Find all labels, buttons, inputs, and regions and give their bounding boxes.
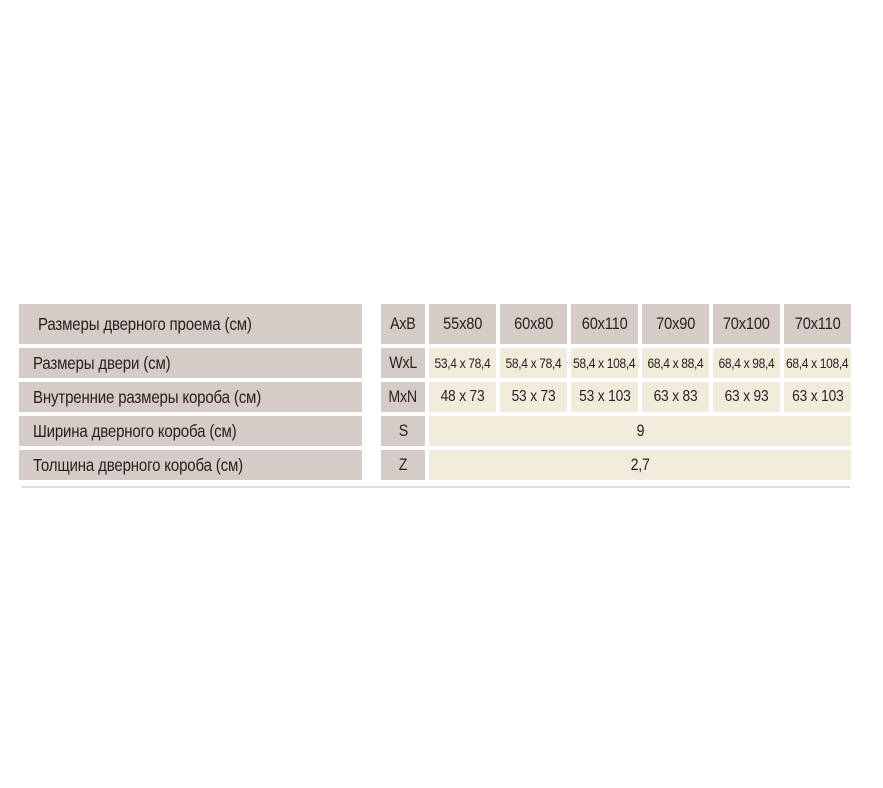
size-header-60x80: 60x80: [500, 304, 567, 344]
row-code-axb: [381, 304, 425, 344]
row-label-opening-size: [19, 304, 377, 344]
row-code-text: Z: [398, 455, 408, 474]
row-label-text: Толщина дверного короба (см): [33, 454, 244, 475]
row-label-text: Размеры двери (см): [33, 352, 171, 373]
door-dimensions-table: [19, 304, 851, 480]
row-code-text: S: [398, 421, 408, 440]
value-cell: 63 x 103: [784, 382, 851, 412]
size-header-70x90: 70x90: [642, 304, 709, 344]
value-cell: 53,4 x 78,4: [429, 348, 496, 378]
row-code-s: [381, 416, 425, 446]
row-code-z: [381, 450, 425, 480]
value-cell: 63 x 83: [642, 382, 709, 412]
row-label-inner-frame-size: [19, 382, 377, 412]
value-cell: 58,4 x 78,4: [500, 348, 567, 378]
row-code-wxl: [381, 348, 425, 378]
row-label-text: Размеры дверного проема (см): [38, 313, 252, 334]
row-code-mxn: [381, 382, 425, 412]
size-header-60x110: 60x110: [571, 304, 638, 344]
row-label-text: Ширина дверного короба (см): [33, 420, 237, 441]
value-cell: 53 x 73: [500, 382, 567, 412]
row-label-frame-thickness: [19, 450, 377, 480]
row-label-door-size: [19, 348, 377, 378]
row-code-text: MxN: [388, 387, 418, 406]
row-label-text: Внутренние размеры короба (см): [33, 386, 262, 407]
size-header-70x100: 70x100: [713, 304, 780, 344]
value-cell: 48 x 73: [429, 382, 496, 412]
row-code-text: WxL: [389, 353, 417, 372]
row-label-frame-width: [19, 416, 377, 446]
size-header-70x110: 70x110: [784, 304, 851, 344]
value-cell: 53 x 103: [571, 382, 638, 412]
value-cell: 68,4 x 88,4: [642, 348, 709, 378]
value-cell: 68,4 x 108,4: [784, 348, 851, 378]
size-header-55x80: 55x80: [429, 304, 496, 344]
table-bottom-shadow: [21, 486, 850, 488]
merged-value-frame-width: 9: [429, 416, 851, 446]
value-cell: 58,4 x 108,4: [571, 348, 638, 378]
value-cell: 63 x 93: [713, 382, 780, 412]
row-code-text: AxB: [390, 314, 416, 333]
value-cell: 68,4 x 98,4: [713, 348, 780, 378]
merged-value-frame-thickness: 2,7: [429, 450, 851, 480]
